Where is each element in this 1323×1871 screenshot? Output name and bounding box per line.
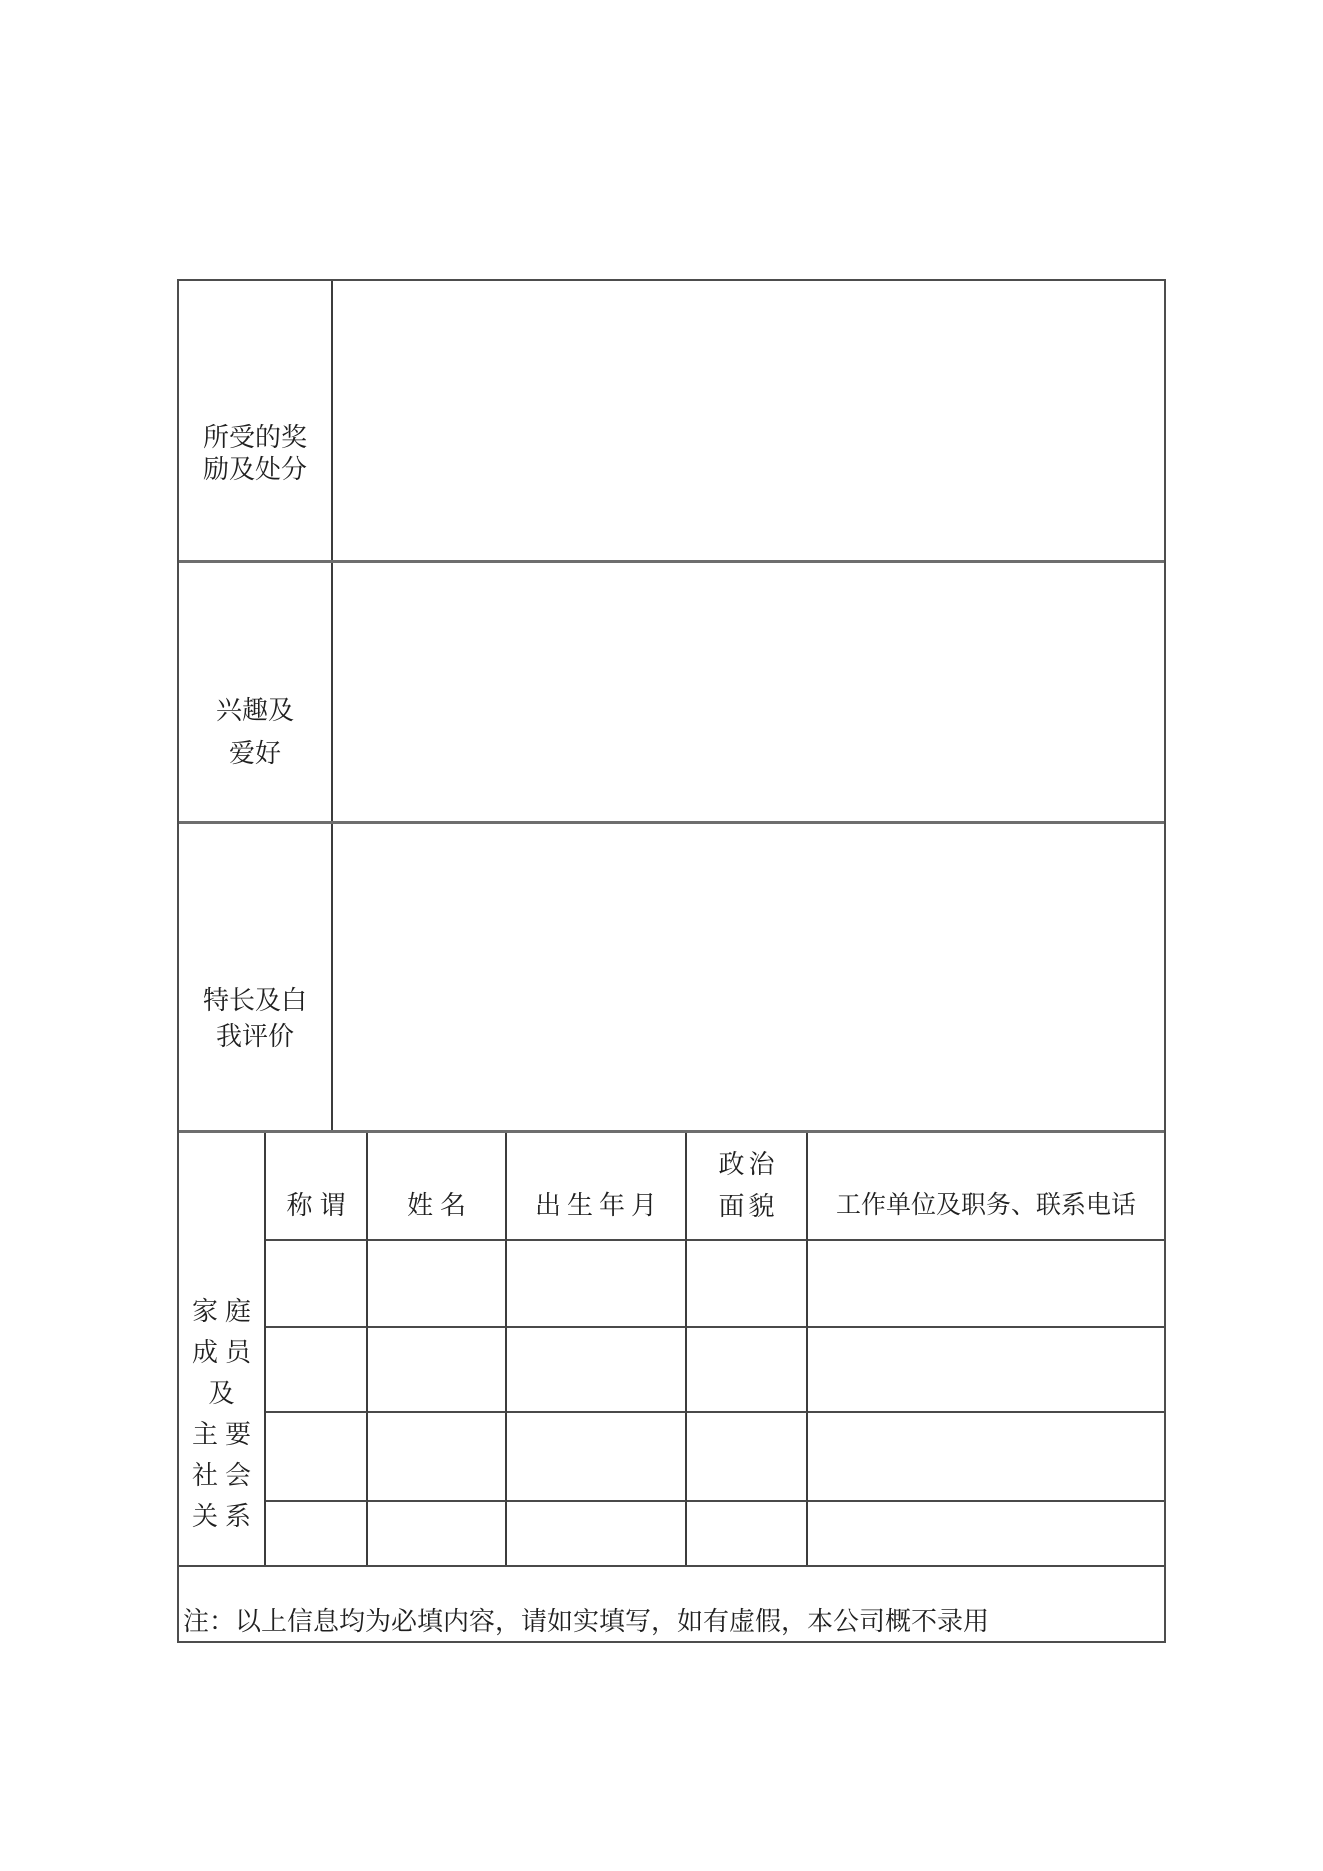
family-row4-title-cell[interactable] [266,1502,368,1565]
family-members-section [179,1130,1164,1565]
interests-label-line1: 兴趣及 [215,696,294,725]
family-header-birthdate: 出生年月 [507,1133,687,1241]
family-row1-title-cell[interactable] [266,1241,368,1328]
application-form-table [177,279,1166,1643]
family-row1-work-cell[interactable] [808,1241,1164,1328]
row-strengths-self-evaluation [179,821,1164,1130]
awards-label-line2: 励及处分 [202,454,307,484]
family-row3-work-cell[interactable] [808,1413,1164,1502]
family-members-label [179,1133,266,1565]
family-label-line4: 主要 [191,1420,258,1449]
family-row4-birthdate-cell[interactable] [507,1502,687,1565]
family-header-political-status [687,1133,808,1241]
strengths-self-evaluation-input-area[interactable] [333,824,1164,1130]
family-label-line3: 及 [208,1379,242,1408]
awards-label-line1: 所受的奖 [202,422,307,452]
family-row2-political-cell[interactable] [687,1328,808,1413]
family-row1-political-cell[interactable] [687,1241,808,1328]
footer-note-text: 注：以上信息均为必填内容，请如实填写，如有虚假，本公司概不录用 [183,1606,990,1636]
family-label-line2: 成员 [191,1338,258,1367]
family-members-table [266,1133,1164,1565]
family-label-line5: 社会 [191,1461,258,1490]
strengths-self-evaluation-label [179,824,333,1130]
awards-punishments-input-area[interactable] [333,281,1164,560]
family-row1-birthdate-cell[interactable] [507,1241,687,1328]
family-row3-title-cell[interactable] [266,1413,368,1502]
family-row4-political-cell[interactable] [687,1502,808,1565]
family-row4-work-cell[interactable] [808,1502,1164,1565]
family-row4-name-cell[interactable] [368,1502,507,1565]
family-row3-political-cell[interactable] [687,1413,808,1502]
family-label-line1: 家庭 [191,1297,258,1326]
interests-hobbies-label [179,563,333,821]
family-label-line6: 关系 [191,1502,258,1531]
family-row3-birthdate-cell[interactable] [507,1413,687,1502]
awards-punishments-label [179,281,333,560]
family-row2-birthdate-cell[interactable] [507,1328,687,1413]
interests-hobbies-input-area[interactable] [333,563,1164,821]
footer-note-row [179,1565,1164,1645]
strengths-label-line2: 我评价 [215,1022,294,1051]
family-row2-name-cell[interactable] [368,1328,507,1413]
row-interests-hobbies [179,560,1164,821]
strengths-label-line1: 特长及白 [202,986,307,1015]
family-header-title: 称谓 [266,1133,368,1241]
row-awards-punishments [179,281,1164,560]
family-row2-work-cell[interactable] [808,1328,1164,1413]
political-status-line2: 面貌 [718,1192,779,1221]
political-status-line1: 政治 [718,1150,779,1179]
family-row1-name-cell[interactable] [368,1241,507,1328]
family-row2-title-cell[interactable] [266,1328,368,1413]
family-header-work-contact: 工作单位及职务、联系电话 [808,1133,1164,1241]
interests-label-line2: 爱好 [228,739,281,768]
family-header-name: 姓名 [368,1133,507,1241]
family-row3-name-cell[interactable] [368,1413,507,1502]
